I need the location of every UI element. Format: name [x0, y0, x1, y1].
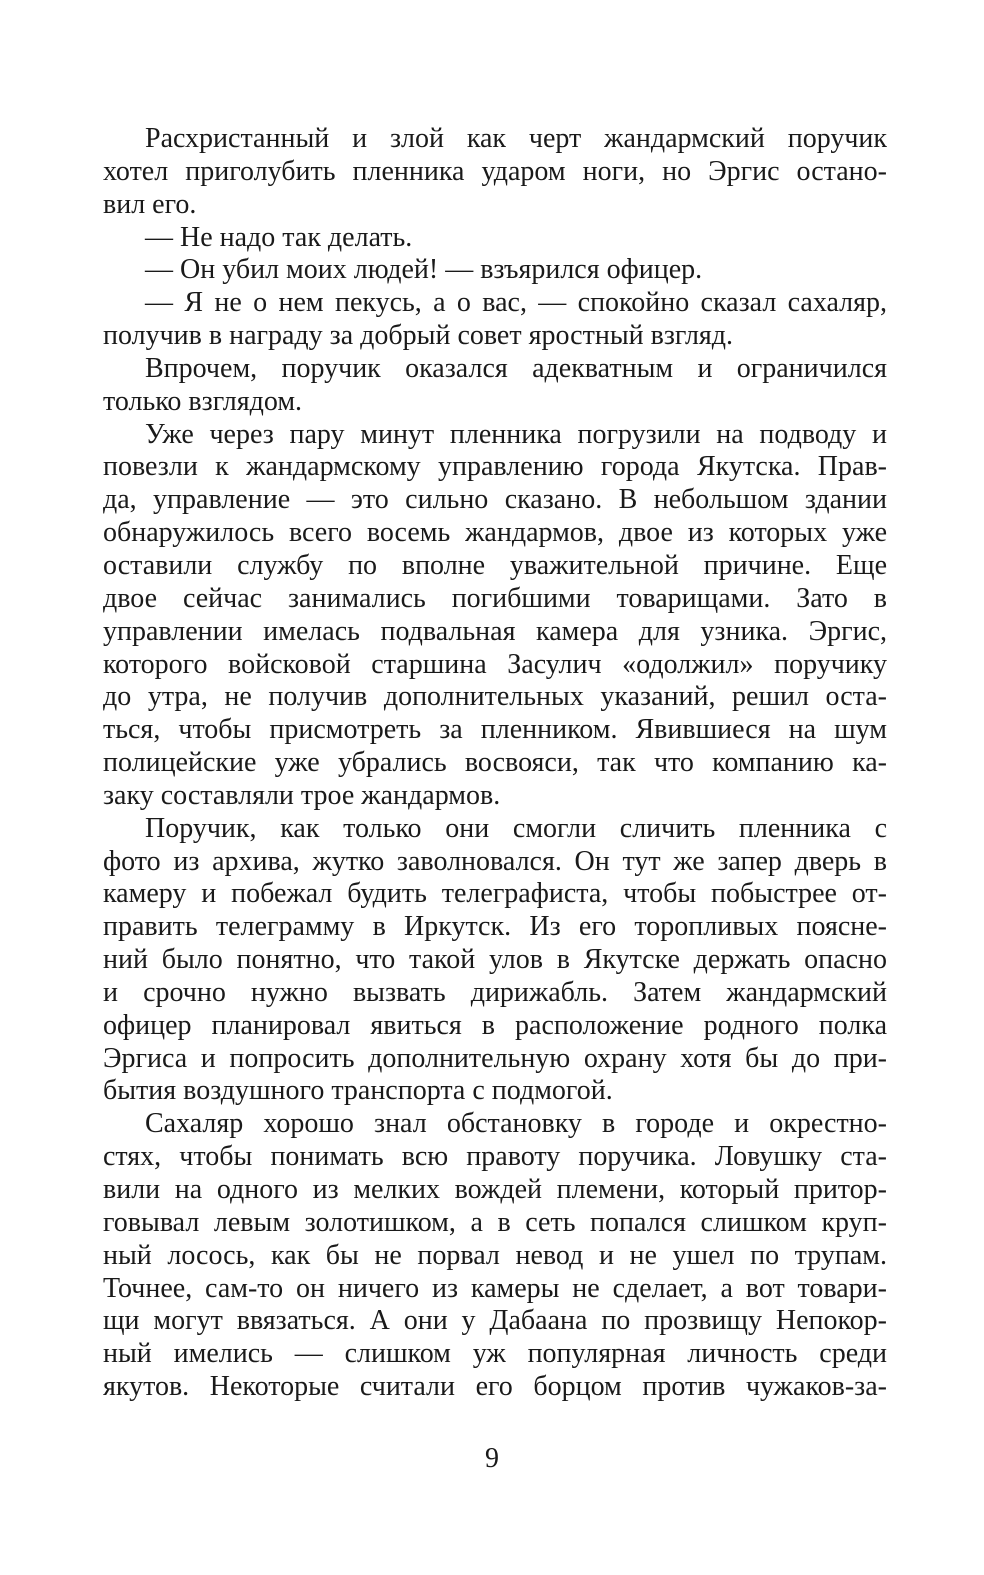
text-line: якутов. Некоторые считали его борцом против чужаков-за- — [103, 1371, 887, 1403]
text-line: повезли к жандармскому управлению города Якутска. Прав- — [103, 451, 887, 483]
text-line: Расхристанный и злой как черт жандармский поручик — [145, 123, 887, 154]
text-line: ний было понятно, что такой улов в Якутске держать опасно — [103, 944, 887, 976]
text-line: править телеграмму в Иркутск. Из его торопливых пояснe- — [103, 911, 887, 943]
text-line: ный имелись — слишком уж популярная личность среди — [103, 1338, 887, 1370]
text-line: получив в награду за добрый совет яростный взгляд. — [103, 320, 734, 352]
text-line: да, управление — это сильно сказано. В небольшом здании — [103, 484, 887, 516]
text-line: Эргиса и попросить дополнительную охрану хотя бы до при- — [103, 1042, 887, 1074]
text-line: ться, чтобы присмотреть за пленником. Явившиеся на шум — [103, 714, 887, 746]
text-line: Точнее, сам-то он ничего из камеры не сделает, а вот товари- — [103, 1272, 887, 1304]
text-line: вил его. — [103, 188, 197, 220]
text-line: заку составляли трое жандармов. — [103, 779, 501, 811]
text-line: ный лосось, как бы не порвал невод и не ушел по трупам. — [103, 1239, 887, 1271]
text-line: стях, чтобы понимать всю правоту поручика. Ловушку ста- — [103, 1141, 887, 1173]
text-line: — Я не о нем пекусь, а о вас, — спокойно сказал сахаляр, — [145, 287, 887, 319]
text-line: Впрочем, поручик оказался адекватным и ограничился — [145, 352, 887, 384]
text-line: обнаружилось всего восемь жандармов, двое из которых уже — [103, 517, 887, 549]
text-line: — Он убил моих людей! — взъярился офицер. — [145, 254, 703, 286]
text-line: Уже через пару минут пленника погрузили на подводу и — [145, 418, 887, 450]
text-line: офицер планировал явиться в расположение родного полка — [103, 1009, 887, 1041]
text-line: полицейские уже убрались восвояси, так что компанию ка- — [103, 747, 887, 779]
text-line: до утра, не получив дополнительных указаний, решил оста- — [103, 681, 887, 713]
text-line: управлении имелась подвальная камера для узника. Эргис, — [103, 615, 887, 647]
text-line: камеру и побежал будить телеграфиста, чтобы побыстрее от- — [103, 878, 887, 910]
text-line: щи могут ввязаться. А они у Дабаана по прозвищу Непокор- — [103, 1305, 887, 1337]
text-line: бытия воздушного транспорта с подмогой. — [103, 1075, 613, 1107]
text-line: хотел приголубить пленника ударом ноги, но Эргис остано- — [103, 155, 887, 187]
text-line: оставили службу по вполне уважительной причине. Еще — [103, 549, 887, 581]
text-line: — Не надо так делать. — [145, 221, 413, 253]
page-number: 9 — [485, 1443, 499, 1474]
text-line: Сахаляр хорошо знал обстановку в городе и окрестно- — [145, 1108, 887, 1140]
text-line: только взглядом. — [103, 385, 303, 417]
body-text — [103, 123, 887, 1404]
text-line: вили на одного из мелких вождей племени, который притор- — [103, 1174, 887, 1205]
text-line: и срочно нужно вызвать дирижабль. Затем жандармский — [103, 976, 887, 1008]
text-line: которого войсковой старшина Засулич «одолжил» поручику — [103, 648, 887, 680]
text-line: Поручик, как только они смогли сличить пленника с — [145, 812, 887, 844]
text-line: фото из архива, жутко заволновался. Он тут же запер дверь в — [103, 845, 887, 877]
text-line: говывал левым золотишком, а в сеть попался слишком круп- — [103, 1206, 887, 1238]
text-line: двое сейчас занимались погибшими товарищами. Зато в — [103, 582, 887, 614]
